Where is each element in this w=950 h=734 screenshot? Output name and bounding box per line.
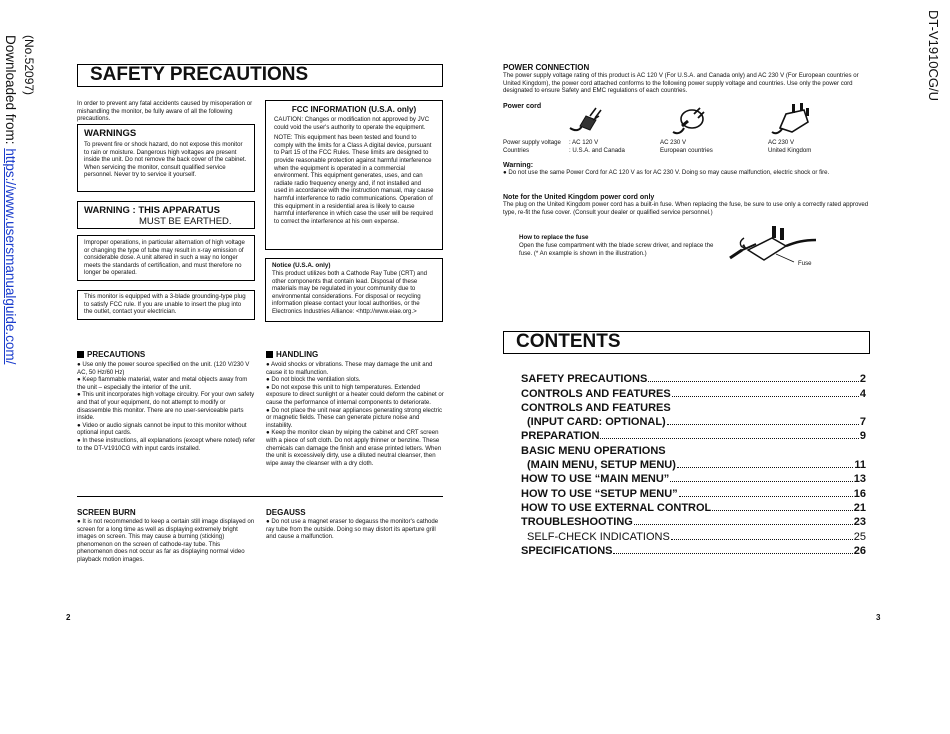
toc-page-number: 13	[853, 473, 866, 486]
countries-label: Countries	[503, 146, 530, 154]
toc-label: HOW TO USE “SETUP MENU”	[521, 487, 678, 500]
eu-plug-icon	[670, 102, 710, 136]
fcc-title: FCC INFORMATION (U.S.A. only)	[291, 105, 417, 114]
toc-label: CONTROLS AND FEATURES	[521, 387, 671, 400]
model-number: DT-V1910CG/U	[926, 10, 941, 102]
toc-page-number: 26	[853, 544, 866, 557]
page-number-right: 3	[876, 613, 881, 622]
cord-120-voltage: : AC 120 V	[569, 139, 599, 146]
warnings-body: To prevent fire or shock hazard, do not expose this monitor to rain or moisture. Dangerous high voltages are present inside the unit. Do not remove the back cover of the cabinet. When servicing the monitor, consult qualified service personnel. Never try to service it yourself.	[84, 141, 247, 179]
toc-entry[interactable]	[521, 528, 866, 542]
toc-entry[interactable]	[521, 514, 866, 528]
degauss-title: DEGAUSS	[266, 508, 306, 517]
toc-leader-dots	[672, 396, 859, 397]
screen-burn-title: SCREEN BURN	[77, 508, 136, 517]
earthed-line2: MUST BE EARTHED.	[139, 216, 232, 227]
toc-leader-dots	[677, 467, 853, 468]
screen-burn-section	[77, 508, 257, 564]
toc-label: HOW TO USE “MAIN MENU”	[521, 473, 670, 486]
contents-title: CONTENTS	[503, 331, 870, 354]
toc-page-number: 23	[853, 516, 866, 529]
doc-number: (No.52097)	[22, 35, 36, 96]
toc-entry[interactable]	[521, 414, 866, 428]
download-prefix: Downloaded from:	[3, 35, 18, 149]
toc-label: BASIC MENU OPERATIONS	[521, 444, 666, 457]
toc-leader-dots	[712, 510, 852, 511]
voltage-labels	[503, 139, 573, 154]
toc-label: HOW TO USE EXTERNAL CONTROL	[521, 501, 712, 514]
fcc-box	[265, 100, 443, 250]
toc-page-number: 25	[853, 530, 866, 543]
power-title: POWER CONNECTION	[503, 63, 590, 72]
square-bullet-icon	[77, 351, 84, 358]
handling-section	[266, 350, 444, 467]
toc-page-number: 2	[859, 373, 866, 386]
toc-page-number: 16	[853, 487, 866, 500]
toc-entry[interactable]	[521, 543, 866, 557]
toc-leader-dots	[670, 481, 852, 482]
toc-label: SPECIFICATIONS	[521, 544, 613, 557]
warning-title: Warning:	[503, 162, 534, 169]
warning-body: ● Do not use the same Power Cord for AC 120 V as for AC 230 V. Doing so may cause malfunction, electric shock or fire.	[503, 169, 830, 176]
precautions-title: PRECAUTIONS	[87, 350, 146, 359]
precautions-body: ● Use only the power source specified on the unit. (120 V/230 V AC, 50 Hz/60 Hz) ● Keep flammable material, water and metal objects away from the unit – especially the interior of the unit. ● This unit incorporates high voltage circuitry. For your own safety and that of your equipment, do not attempt to modify or disassemble this monitor. There are no user-serviceable parts inside. ● Video or audio signals cannot be input to this monitor without optional input cards. ● In these instructions, all explanations (except where noted) refer to the DT-V1910CG with input cards installed.	[77, 361, 256, 452]
fuse-body: Open the fuse compartment with the blade screw driver, and replace the fuse. (* An example is shown in the illustration.)	[519, 242, 714, 257]
toc-entry[interactable]	[521, 500, 866, 514]
toc-label: SELF-CHECK INDICATIONS	[527, 530, 670, 543]
download-source	[4, 35, 18, 365]
cord-uk-voltage: AC 230 V	[768, 139, 795, 146]
square-bullet-icon	[266, 351, 273, 358]
cord-eu-info	[660, 139, 750, 154]
cord-120-info	[569, 139, 659, 154]
grounding-box: This monitor is equipped with a 3-blade grounding-type plug to satisfy FCC rule. If you are unable to insert the plug into the outlet, contact your electrician.	[77, 290, 255, 320]
toc-page-number: 11	[854, 459, 866, 472]
toc-entry[interactable]	[521, 442, 866, 456]
toc-entry[interactable]	[521, 428, 866, 442]
power-body: The power supply voltage rating of this product is AC 120 V (For U.S.A. and Canada only) and AC 230 V (For European countries or United Kingdom), the power cord attached conforms to the following power supply voltage and countries. Use only the power cord designated to ensure Safety and EMC regulations of each countries.	[503, 72, 859, 95]
divider	[77, 496, 443, 497]
cord-120-countries: : U.S.A. and Canada	[569, 146, 625, 154]
us-plug-icon	[566, 102, 606, 136]
cord-eu-voltage: AC 230 V	[660, 139, 687, 146]
toc-entry[interactable]	[521, 400, 866, 414]
earthed-box	[77, 201, 255, 229]
toc-label: TROUBLESHOOTING	[521, 516, 633, 529]
uk-note-title: Note for the United Kingdom power cord only	[503, 194, 655, 201]
toc-leader-dots	[634, 524, 853, 525]
screen-burn-body: ● It is not recommended to keep a certain still image displayed on screen for a long time as well as displaying extremely bright images on screen. This may cause a burning (sticking) phenomenon on the screen of cathode-ray tube. This phenomenon does not occur as far as displaying normal video playback motion images.	[77, 518, 255, 563]
degauss-body: ● Do not use a magnet eraser to degauss the monitor's cathode ray tube from the outside. Doing so may distort its aperture grill and cause a malfunction.	[266, 518, 439, 541]
uk-note-body: The plug on the United Kingdom power cord has a built-in fuse. When replacing the fuse, be sure to use only a correctly rated approved type, re-fit the fuse cover. (Consult your dealer or qualified service personnel.)	[503, 201, 869, 216]
toc-leader-dots	[671, 539, 853, 540]
power-cord-title: Power cord	[503, 103, 542, 110]
toc-leader-dots	[679, 496, 853, 497]
earthed-line1: WARNING : THIS APPARATUS	[84, 205, 220, 216]
cord-uk-info	[768, 139, 858, 154]
improper-box: Improper operations, in particular alternation of high voltage or changing the type of tube may result in x-ray emission of considerable dose. A unit altered in such a way no longer meets the standards of certification, and must therefore no longer be operated.	[77, 235, 255, 281]
toc-leader-dots	[613, 553, 852, 554]
warning-section	[503, 162, 843, 177]
notice-body: This product utilizes both a Cathode Ray Tube (CRT) and other components that contain lead. Disposal of these materials may be regulated in your community due to environmental considerations. For disposal or recycling information please contact your local authorities, or the Electronics Industries Alliance: <http://www.eiae.org.>	[272, 270, 428, 315]
toc-label: SAFETY PRECAUTIONS	[521, 373, 648, 386]
toc-label: (MAIN MENU, SETUP MENU)	[527, 459, 676, 472]
toc-entry[interactable]	[521, 371, 866, 385]
fuse-label: Fuse	[798, 260, 812, 267]
degauss-section	[266, 508, 444, 541]
toc-page-number: 4	[859, 387, 866, 400]
toc-page-number: 7	[859, 416, 866, 429]
toc-label: CONTROLS AND FEATURES	[521, 401, 671, 414]
fcc-note: NOTE: This equipment has been tested and found to comply with the limits for a Class A digital device, pursuant to Part 15 of the FCC Rules. These limits are designed to provide reasonable protection against harmful interference when the equipment is operated in a commercial environment. This equipment generates, uses, and can radiate radio frequency energy and, if not installed and used in accordance with the instruction manual, may cause harmful interference to radio communications. Operation of this equipment in a residential area is likely to cause harmful interference in which case the user will be required to correct the interference at his own expense.	[274, 134, 434, 225]
handling-body: ● Avoid shocks or vibrations. These may damage the unit and cause it to malfunction. ● Do not block the ventilation slots. ● Do not expose this unit to high temperatures. Extended exposure to direct sunlight or a heater could deform the cabinet or cause the performance of internal components to deteriorate. ● Do not place the unit near appliances generating strong electric or magnetic fields. These can generate picture noise and instability. ● Keep the monitor clean by wiping the cabinet and CRT screen with a piece of soft cloth. Do not apply thinner or benzine. These chemicals can damage the finish and erase printed letters. When the unit is excessively dirty, use a diluted neutral cleanser, then wipe away the cleanser with a dry cloth.	[266, 361, 444, 467]
table-of-contents	[521, 371, 866, 557]
fuse-section	[519, 234, 719, 257]
toc-entry[interactable]	[521, 385, 866, 399]
cord-eu-countries: European countries	[660, 146, 713, 154]
toc-leader-dots	[600, 438, 858, 439]
uk-plug-icon	[770, 102, 816, 136]
toc-page-number: 21	[853, 501, 866, 514]
toc-leader-dots	[667, 424, 859, 425]
warnings-title: WARNINGS	[84, 128, 137, 139]
power-connection-section	[503, 63, 870, 95]
fcc-caution: CAUTION: Changes or modification not approved by JVC could void the user's authority to operate the equipment.	[274, 116, 430, 131]
precautions-section	[77, 350, 257, 452]
voltage-label: Power supply voltage	[503, 139, 561, 146]
toc-page-number: 9	[859, 430, 866, 443]
page-title: SAFETY PRECAUTIONS	[77, 64, 443, 87]
intro-text: In order to prevent any fatal accidents caused by misoperation or mishandling the monitor, be fully aware of all the following precautions.	[77, 100, 253, 123]
uk-note-section	[503, 194, 870, 216]
toc-leader-dots	[648, 381, 859, 382]
toc-entry[interactable]	[521, 457, 866, 471]
notice-box	[265, 258, 443, 322]
toc-label: (INPUT CARD: OPTIONAL)	[527, 416, 666, 429]
warnings-box	[77, 124, 255, 192]
toc-label: PREPARATION	[521, 430, 600, 443]
download-link[interactable]: https://www.usersmanualguide.com/	[3, 148, 18, 365]
cord-uk-countries: United Kingdom	[768, 146, 812, 154]
notice-title: Notice (U.S.A. only)	[272, 262, 331, 269]
page-number-left: 2	[66, 613, 71, 622]
toc-entry[interactable]	[521, 485, 866, 499]
toc-entry[interactable]	[521, 471, 866, 485]
handling-title: HANDLING	[276, 350, 319, 359]
fuse-title: How to replace the fuse	[519, 234, 589, 241]
